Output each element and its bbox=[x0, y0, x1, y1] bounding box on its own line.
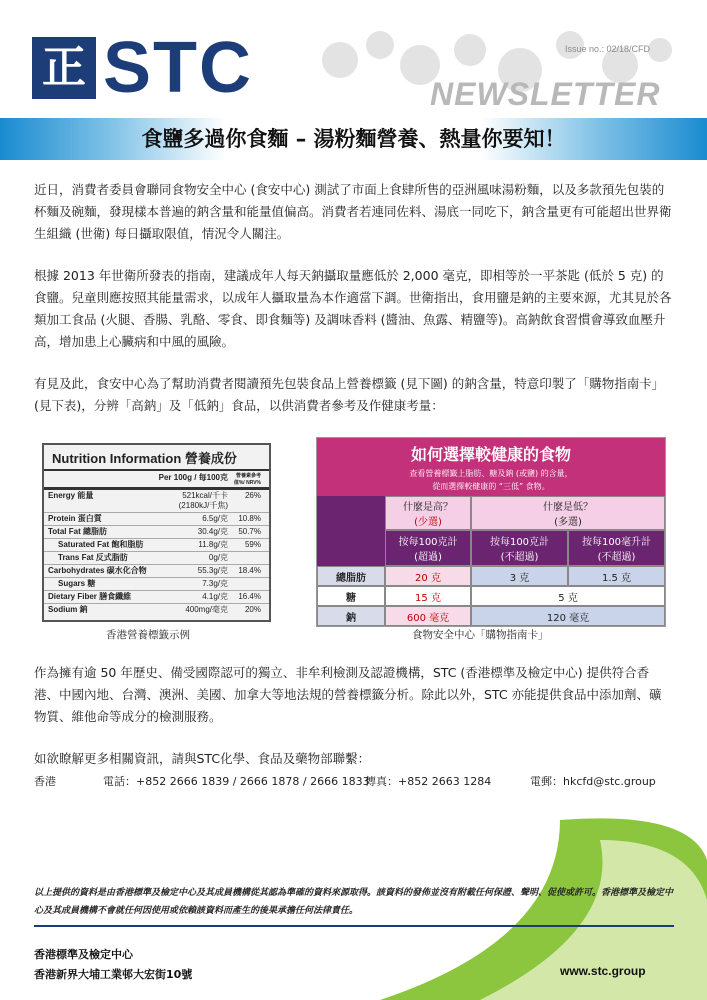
guide-cell: 15 克 bbox=[385, 586, 471, 606]
website-link[interactable]: www.stc.group bbox=[560, 964, 646, 978]
guide-cell: 20 克 bbox=[385, 566, 471, 586]
contact-phone: 電話：+852 2666 1839 / 2666 1878 / 2666 1833 bbox=[103, 775, 370, 788]
guide-col-high: 按每100克計 (超過) bbox=[385, 530, 471, 566]
guide-high-header: 什麼是高？ (少選) bbox=[385, 496, 471, 530]
nutrition-row: Dietary Fiber 膳食纖維 4.1g/克 16.4% bbox=[44, 591, 269, 604]
page-title: 食鹽多過你食麵 – 湯粉麵營養、熱量你要知！ bbox=[141, 127, 566, 151]
nutrition-label-header bbox=[44, 471, 269, 490]
footer-address: 香港新界大埔工業邨大宏街10號 bbox=[34, 968, 193, 981]
nutrition-row: Sodium 鈉 400mg/毫克 20% bbox=[48, 605, 261, 614]
guide-row-label: 總脂肪 bbox=[317, 566, 385, 586]
guide-col-low-ml: 按每100毫升計 (不超過) bbox=[568, 530, 665, 566]
nutrition-row: Total Fat 總脂肪 30.4g/克 50.7% bbox=[44, 526, 269, 539]
paragraph-4: 作為擁有逾 50 年歷史、備受國際認可的獨立、非牟利檢測及認證機構，STC (香港標準及檢定中心) 提供符合香港、中國內地、台灣、澳洲、美國、加拿大等地法規的營養標籤分析。除此以外，STC 亦能提供食品中添加劑、礦物質、維他命等成分的檢測服務。 bbox=[34, 665, 662, 724]
guide-caption: 食物安全中心「購物指南卡」 bbox=[412, 629, 549, 641]
contact-region: 香港 bbox=[34, 775, 56, 788]
contact-fax: 傳真：+852 2663 1284 bbox=[365, 775, 492, 788]
nutrition-label bbox=[42, 443, 271, 622]
nutrition-row: Sugars 糖 7.3g/克 bbox=[44, 578, 269, 591]
paragraph-3: 有見及此，食安中心為了幫助消費者閱讀預先包裝食品上營養標籤 (見下圖) 的鈉含量，特意印製了「購物指南卡」(見下表)，分辨「高鈉」及「低鈉」食品，以供消費者參考及作健康考量： bbox=[34, 376, 665, 413]
nutrition-row: Carbohydrates 碳水化合物 55.3g/克 18.4% bbox=[44, 565, 269, 578]
nutrition-label-caption: 香港營養標籤示例 bbox=[106, 629, 190, 641]
nutrition-row: Saturated Fat 飽和脂肪 11.8g/克 59% bbox=[44, 539, 269, 552]
guide-col-low-g: 按每100克計 (不超過) bbox=[471, 530, 568, 566]
nutrition-per-100g: Per 100g / 每100克 bbox=[158, 473, 228, 482]
guide-subtitle-2: 從而選擇較健康的 “三低” 食物。 bbox=[432, 482, 550, 491]
nutrition-nrv-header: 營養素參考值%/ NRV% bbox=[233, 473, 261, 486]
newsletter-label: NEWSLETTER bbox=[430, 76, 661, 112]
stc-logo-text: STC bbox=[103, 28, 253, 108]
footer-divider bbox=[34, 925, 674, 927]
issue-number: Issue no.: 02/18/CFD bbox=[565, 44, 651, 54]
stc-logo-mark: 正 bbox=[32, 37, 96, 99]
guide-cell: 5 克 bbox=[471, 586, 665, 606]
guide-cell: 1.5 克 bbox=[568, 566, 665, 586]
nutrition-row: Protein 蛋白質 6.5g/克 10.8% bbox=[44, 513, 269, 526]
nutrition-label-title: Nutrition Information 營養成份 bbox=[44, 445, 269, 471]
guide-cell: 600 毫克 bbox=[385, 606, 471, 626]
guide-row-label: 鈉 bbox=[317, 606, 385, 626]
guide-subtitle-1: 查看營養標籤上脂肪、糖及鈉 (或鹽) 的含量， bbox=[409, 469, 573, 478]
paragraph-2: 根據 2013 年世衛所發表的指南，建議成年人每天鈉攝取量應低於 2,000 毫克，即相等於一平茶匙 (低於 5 克) 的食鹽。兒童則應按照其能量需求，以成年人攝取量為本作適當下調。世衛指出，食用鹽是鈉的主要來源，尤其見於各類加工食品 (火腿、香腸、乳酪、零食、即食麵等) 及調味香料 (醬油、魚露、精鹽等)。高鈉飲食習慣會導致血壓升高，增加患上心臟病和中風的風險。 bbox=[34, 268, 672, 349]
paragraph-1: 近日，消費者委員會聯同食物安全中心 (食安中心) 測試了市面上食肆所售的亞洲風味湯粉麵，以及多款預先包裝的杯麵及碗麵，發現樣本普遍的鈉含量和能量值偏高。消費者若連同佐料、湯底一同吃下，鈉含量更有可能超出世界衛生組織 (世衛) 每日攝取限值，情況令人關注。 bbox=[34, 182, 672, 241]
guide-low-header: 什麼是低？ (多選) bbox=[471, 496, 665, 530]
shopping-guide-card bbox=[316, 437, 666, 627]
guide-corner bbox=[317, 496, 385, 566]
contact-intro: 如欲瞭解更多相關資訊，請與STC化學、食品及藥物部聯繫： bbox=[34, 751, 371, 766]
nutrition-row: Energy 能量 521kcal/千卡(2180kJ/千焦) 26% bbox=[44, 490, 269, 513]
footer-org-name: 香港標準及檢定中心 bbox=[34, 948, 133, 961]
guide-cell: 120 毫克 bbox=[471, 606, 665, 626]
guide-row-label: 糖 bbox=[317, 586, 385, 606]
nutrition-row: Trans Fat 反式脂肪 0g/克 bbox=[44, 552, 269, 565]
guide-title: 如何選擇較健康的食物 bbox=[410, 445, 571, 464]
guide-cell: 3 克 bbox=[471, 566, 568, 586]
contact-email[interactable]: 電郵：hkcfd@stc.group bbox=[530, 775, 656, 788]
disclaimer: 以上提供的資料是由香港標準及檢定中心及其成員機構從其認為準確的資料來源取得。該資料的發佈並沒有附載任何保證、聲明、促使或許可。香港標準及檢定中心及其成員機構不會就任何因使用或依賴該資料而產生的後果承擔任何法律責任。 bbox=[34, 888, 674, 916]
